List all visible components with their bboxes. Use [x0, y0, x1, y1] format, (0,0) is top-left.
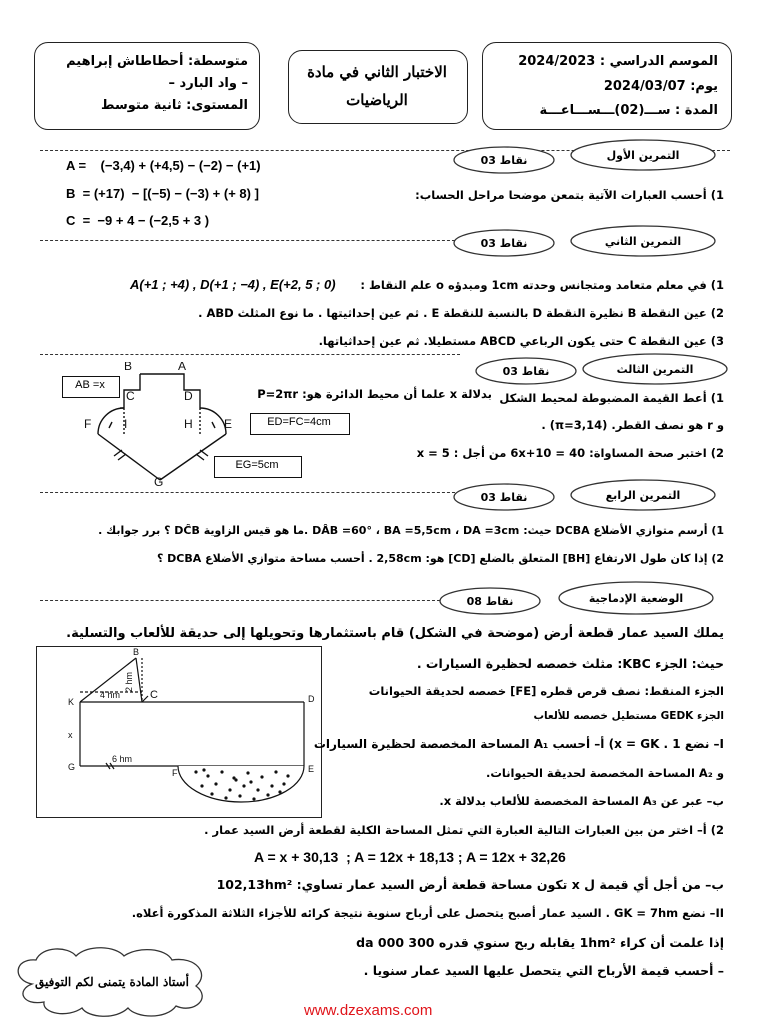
land-label-x: x: [68, 730, 73, 740]
fig3-label-I: I: [124, 417, 128, 431]
ex4-points-cloud: [452, 482, 556, 512]
level: المستوى: ثانية متوسط: [101, 98, 248, 113]
fig3-label-E: E: [224, 417, 233, 431]
land-label-E: E: [308, 764, 315, 774]
integ-q2b: ب– من أجل أي قيمة ل x تكون مساحة قطعة أرض السيد عمار تساوي: 102,13hm²: [216, 877, 724, 892]
land-label-F: F: [172, 768, 178, 778]
school-season: الموسم الدراسي : 2024/2023: [518, 54, 718, 69]
fig3-ed-label: ED=FC=4cm: [267, 416, 331, 428]
ex4-points: 03 نقاط: [480, 490, 528, 504]
ex1-points: 03 نقاط: [480, 153, 528, 167]
ex4-q1: 1) أرسم متوازي الأضلاع DCBA حيث: DÂB =60° ، BA =5,5cm ، DA =3cm .ما هو قيس الزاوية DĈB ؟ برر جوابك .: [98, 524, 724, 537]
fig3-ab-label: AB =x: [75, 379, 105, 391]
fig3-label-D: D: [184, 389, 193, 403]
ex2-q3: 3) عين النقطة C حتى يكون الرباعي ABCD مستطيلا. ثم عين إحداثياتها.: [318, 334, 724, 348]
integ-rent: إذا علمت أن كراء 1hm² يقابله ربح سنوي قدره 300 000 da: [356, 935, 724, 950]
land-label-h: 2 hm: [124, 671, 134, 692]
ex1-label: التمرين الأول: [606, 148, 680, 162]
integ-label: الوضعية الإدماجية: [588, 591, 684, 605]
ex1-label-cloud: [568, 138, 718, 172]
integ-q1b: و A₂ المساحة المخصصة لحديقة الحيوانات.: [485, 766, 724, 780]
ex4-label: التمرين الرابع: [605, 488, 681, 502]
ex3-points-cloud: [474, 356, 578, 386]
ex2-label-cloud: [568, 224, 718, 258]
integ-part1: حيث: الجزء KBC: مثلث خصصه لحظيرة السيارات .: [416, 656, 724, 671]
separator-ex4: [40, 492, 460, 493]
ex3-points: 03 نقاط: [502, 364, 550, 378]
integ-q2: 2) أ– اختر من بين العبارات التالية العبارة التي تمثل المساحة الكلية لقطعة أرض السيد عمار .: [204, 823, 724, 837]
fig3-label-G: G: [154, 475, 164, 489]
separator-integ: [40, 600, 440, 601]
integ-part3: الجزء GEDK مستطيل خصصه للألعاب: [533, 710, 724, 722]
teacher-wish: أستاذ المادة يتمنى لكم التوفيق: [35, 975, 189, 989]
integ-intro: يملك السيد عمار قطعة أرض (موضحة في الشكل) قام باستثمارها وتحويلها إلى حديقة للألعاب والتسلية.: [66, 626, 724, 641]
integ-part-II: II– نضع GK = 7hm . السيد عمار أصبح يتحصل على أرباح سنوية نتيجة كرائه للأجزاء الثلاثة المذكورة أعلاه.: [131, 906, 724, 920]
separator-ex3: [40, 354, 460, 355]
ex2-q1-points: A(+1 ; +4) , D(+1 ; −4) , E(+2, 5 ; 0): [130, 277, 336, 292]
exam-title-line2: الرياضيات: [346, 91, 408, 109]
fig3-eg-label: EG=5cm: [235, 459, 279, 471]
exam-duration: المدة : ســـ(02)ـــســـاعـــة: [539, 103, 718, 118]
ex2-points-cloud: [452, 228, 556, 258]
integ-ask: – أحسب قيمة الأرباح التي يتحصل عليها السيد عمار سنويا .: [363, 963, 724, 978]
ex3-q2: 2) اختبر صحة المساواة: 6x+10 = 40 من أجل : x = 5: [416, 446, 724, 460]
land-label-B: B: [133, 647, 140, 657]
fig3-label-A: A: [178, 362, 187, 373]
teacher-wish-cloud: [6, 944, 218, 1020]
land-label-C: C: [150, 689, 158, 701]
ex2-q1-text: 1) في معلم متعامد ومتجانس وحدته 1cm ومبدؤه o علم النقاط :: [360, 278, 724, 292]
ex3-label: التمرين الثالث: [616, 362, 694, 376]
school-name: متوسطة: أحطاطاش إبراهيم: [66, 54, 248, 69]
ex1-points-cloud: [452, 145, 556, 175]
footer-url[interactable]: www.dzexams.com: [304, 1002, 433, 1019]
ex3-q1-part2: بدلالة x علما أن محيط الدائرة هو: P=2πr: [257, 387, 492, 401]
fig3-label-B: B: [124, 362, 133, 373]
separator-ex2: [40, 240, 460, 241]
ex4-q2: 2) إذا كان طول الارتفاع [BH] المتعلق بالضلع [CD] هو: 2,58cm . أحسب مساحة متوازي الأضلاع DCBA ؟: [156, 552, 724, 565]
expr-A: A = (−3,4) + (+4,5) − (−2) − (+1): [66, 158, 261, 173]
fig3-label-C: C: [126, 389, 135, 403]
exam-title: [288, 58, 466, 114]
ex2-q2: 2) عين النقطة B نظيرة النقطة D بالنسبة للنقطة E . ثم عين إحداثيتها . ما نوع المثلث ABD .: [198, 306, 724, 320]
fig3-label-H: H: [184, 417, 193, 431]
exam-title-line1: الاختبار الثاني في مادة: [307, 63, 447, 81]
land-label-K: K: [68, 697, 75, 707]
land-label-D: D: [308, 694, 315, 704]
expr-B: B = (+17) − [(−5) − (−3) + (+ 8) ]: [66, 186, 259, 201]
ex3-q1-part1: 1) أعط القيمة المضبوطة لمحيط الشكل: [499, 391, 724, 405]
expr-C: C = −9 + 4 − (−2,5 + 3 ): [66, 213, 210, 228]
integ-formulas: A = x + 30,13 ; A = 12x + 18,13 ; A = 12x + 32,26: [254, 849, 566, 865]
fig3-label-F: F: [84, 417, 92, 431]
land-label-G: G: [68, 762, 76, 772]
integ-q1a: I– نضع x = GK . 1) أ– أحسب A₁ المساحة المخصصة لحظيرة السيارات: [313, 737, 724, 751]
integ-points: 08 نقاط: [466, 594, 514, 608]
ex2-points: 03 نقاط: [480, 236, 528, 250]
integ-q1c: ب– عبر عن A₃ المساحة المخصصة للألعاب بدلالة x.: [439, 794, 724, 808]
land-figure: [36, 646, 320, 816]
integ-points-cloud: [438, 586, 542, 616]
exam-date: يوم: 2024/03/07: [603, 79, 718, 94]
integ-part2: الجزء المنقط: نصف قرص قطره [FE] خصصه لحديقة الحيوانات: [368, 684, 724, 698]
ex4-label-cloud: [568, 478, 718, 512]
land-label-w4: 4 hm: [100, 690, 121, 700]
integ-label-cloud: [556, 580, 716, 616]
ex3-q1-part3: و r هو نصف القطر. (π=3,14) .: [541, 418, 724, 432]
town-name: – واد البارد –: [168, 76, 248, 91]
ex3-label-cloud: [580, 352, 730, 386]
ex1-instruction: 1) أحسب العبارات الآتية بتمعن موضحا مراحل الحساب:: [415, 188, 724, 202]
ex2-label: التمرين الثاني: [604, 234, 682, 248]
land-label-w6: 6 hm: [112, 754, 133, 764]
